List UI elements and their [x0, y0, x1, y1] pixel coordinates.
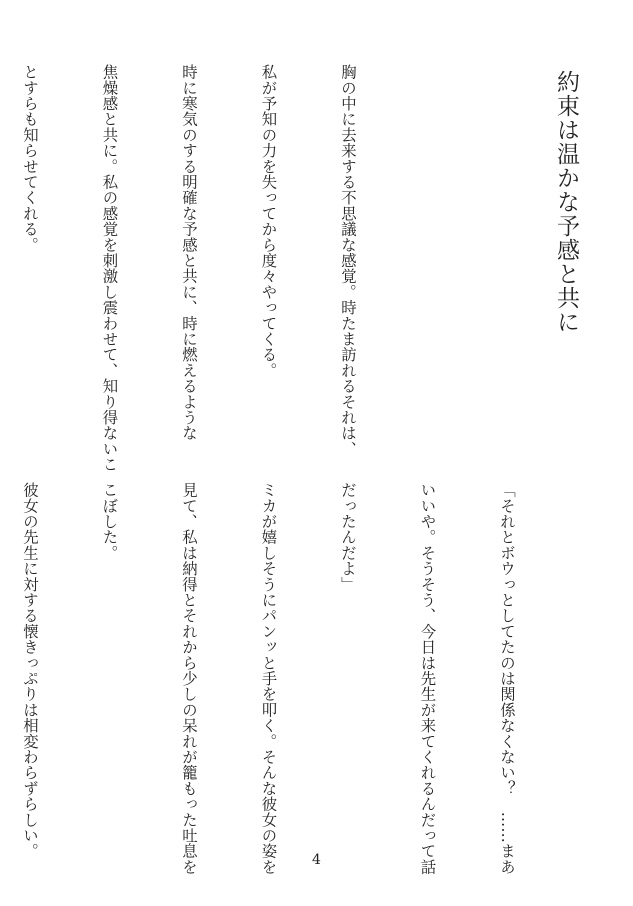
text-line: 見て、私は納得とそれから少しの呆れが籠もった吐息を — [180, 482, 198, 875]
text-line: とすらも知らせてくれる。 — [21, 64, 39, 253]
page-number: 4 — [312, 852, 321, 868]
text-line: 「それとボウっとしてたのは関係なくない？ ……まあ — [498, 482, 516, 875]
text-line: ミカが嬉しそうにパンッと手を叩く。そんな彼女の姿を — [259, 482, 278, 875]
text-line: 時に寒気のする明確な予感と共に、時に燃えるような — [180, 64, 198, 441]
text-block-bottom — [0, 482, 573, 875]
chapter-title: 約束は温かな予感と共に — [553, 70, 579, 334]
text-line: だったんだよ」 — [339, 482, 357, 592]
text-line: 胸の中に去来する不思議な感覚。時たま訪れるそれは、 — [339, 64, 357, 457]
text-line: こぼした。 — [100, 482, 119, 561]
text-line: いいや。そうそう、今日は先生が来てくれるんだって話 — [418, 482, 437, 875]
text-line: 彼女の先生に対する懐きっぷりは相変わらずらしい。 — [21, 482, 39, 859]
text-line: 私が予知の力を失ってから度々やってくる。 — [259, 64, 278, 378]
text-block-top — [0, 64, 573, 473]
text-line: 焦燥感と共に。私の感覚を刺激し震わせて、知り得ないこ — [100, 64, 119, 473]
